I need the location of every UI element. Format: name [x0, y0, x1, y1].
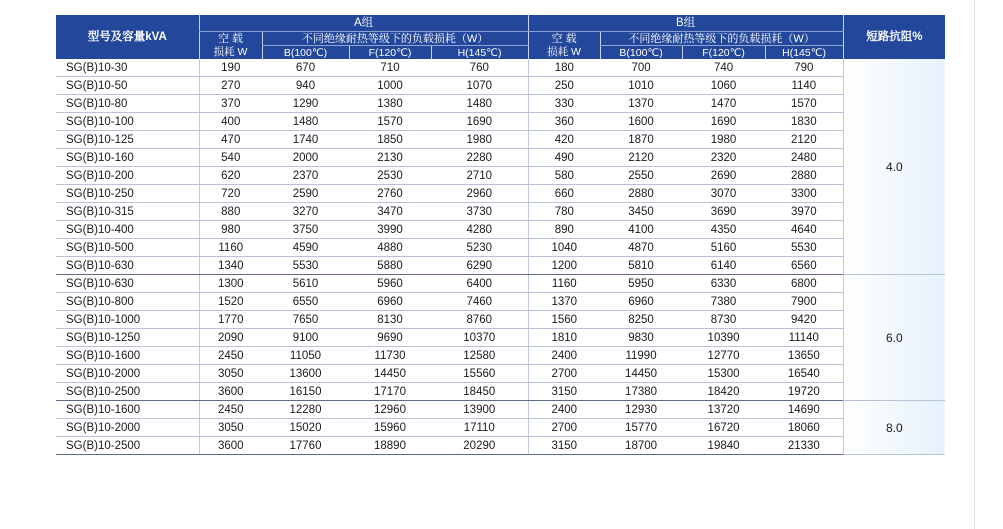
cell-a-f-class: 14450 — [349, 365, 431, 383]
cell-b-no-load: 890 — [528, 221, 600, 239]
table-body — [56, 59, 945, 455]
cell-a-h-class: 1070 — [431, 77, 528, 95]
cell-a-h-class: 4280 — [431, 221, 528, 239]
cell-b-b-class: 12930 — [600, 401, 682, 419]
cell-b-no-load: 3150 — [528, 437, 600, 455]
cell-a-h-class: 18450 — [431, 383, 528, 401]
cell-b-b-class: 2880 — [600, 185, 682, 203]
cell-a-f-class: 4880 — [349, 239, 431, 257]
cell-b-h-class: 9420 — [765, 311, 843, 329]
cell-b-no-load: 1200 — [528, 257, 600, 275]
cell-b-b-class: 1870 — [600, 131, 682, 149]
cell-b-f-class: 3070 — [682, 185, 765, 203]
cell-a-f-class: 2130 — [349, 149, 431, 167]
cell-b-b-class: 1370 — [600, 95, 682, 113]
cell-model: SG(B)10-2500 — [56, 383, 199, 401]
cell-b-no-load: 2700 — [528, 365, 600, 383]
header-b-b-class: B(100℃) — [600, 46, 682, 60]
cell-a-f-class: 17170 — [349, 383, 431, 401]
cell-short-circuit-impedance: 8.0 — [843, 401, 945, 455]
cell-b-f-class: 7380 — [682, 293, 765, 311]
cell-a-b-class: 15020 — [262, 419, 349, 437]
table-row — [56, 437, 945, 455]
cell-a-b-class: 13600 — [262, 365, 349, 383]
cell-a-h-class: 8760 — [431, 311, 528, 329]
cell-a-h-class: 20290 — [431, 437, 528, 455]
cell-b-f-class: 1470 — [682, 95, 765, 113]
table-row — [56, 311, 945, 329]
table-row — [56, 113, 945, 131]
cell-a-h-class: 17110 — [431, 419, 528, 437]
cell-a-no-load: 540 — [199, 149, 262, 167]
cell-a-no-load: 3600 — [199, 437, 262, 455]
cell-model: SG(B)10-1600 — [56, 347, 199, 365]
cell-b-no-load: 490 — [528, 149, 600, 167]
cell-b-h-class: 4640 — [765, 221, 843, 239]
cell-model: SG(B)10-400 — [56, 221, 199, 239]
cell-b-h-class: 18060 — [765, 419, 843, 437]
table-row — [56, 59, 945, 77]
header-a-no-load-2: 损耗 W — [199, 46, 262, 60]
cell-short-circuit-impedance: 6.0 — [843, 275, 945, 401]
table-row — [56, 329, 945, 347]
cell-b-h-class: 790 — [765, 59, 843, 77]
cell-a-f-class: 5880 — [349, 257, 431, 275]
cell-b-b-class: 8250 — [600, 311, 682, 329]
header-model: 型号及容量kVA — [56, 15, 199, 59]
cell-b-h-class: 16540 — [765, 365, 843, 383]
cell-b-f-class: 15300 — [682, 365, 765, 383]
cell-b-f-class: 3690 — [682, 203, 765, 221]
cell-a-no-load: 3600 — [199, 383, 262, 401]
cell-a-f-class: 2760 — [349, 185, 431, 203]
cell-a-h-class: 2280 — [431, 149, 528, 167]
page-edge-divider — [974, 0, 975, 529]
header-a-b-class: B(100℃) — [262, 46, 349, 60]
cell-a-f-class: 8130 — [349, 311, 431, 329]
cell-b-h-class: 2480 — [765, 149, 843, 167]
cell-a-f-class: 1570 — [349, 113, 431, 131]
cell-a-h-class: 13900 — [431, 401, 528, 419]
header-b-no-load-1: 空 载 — [528, 32, 600, 46]
cell-b-h-class: 6560 — [765, 257, 843, 275]
cell-a-f-class: 3470 — [349, 203, 431, 221]
cell-a-h-class: 2960 — [431, 185, 528, 203]
cell-b-no-load: 1040 — [528, 239, 600, 257]
cell-a-h-class: 3730 — [431, 203, 528, 221]
cell-b-f-class: 6330 — [682, 275, 765, 293]
cell-a-b-class: 7650 — [262, 311, 349, 329]
cell-b-no-load: 2700 — [528, 419, 600, 437]
table-row — [56, 419, 945, 437]
cell-a-h-class: 1480 — [431, 95, 528, 113]
cell-a-no-load: 2450 — [199, 347, 262, 365]
table-row — [56, 293, 945, 311]
cell-a-f-class: 1000 — [349, 77, 431, 95]
cell-a-no-load: 1300 — [199, 275, 262, 293]
header-b-no-load-2: 损耗 W — [528, 46, 600, 60]
cell-b-no-load: 250 — [528, 77, 600, 95]
table-row — [56, 149, 945, 167]
cell-b-f-class: 18420 — [682, 383, 765, 401]
cell-b-b-class: 14450 — [600, 365, 682, 383]
table-row — [56, 239, 945, 257]
cell-model: SG(B)10-30 — [56, 59, 199, 77]
cell-model: SG(B)10-80 — [56, 95, 199, 113]
header-a-f-class: F(120℃) — [349, 46, 431, 60]
cell-b-b-class: 700 — [600, 59, 682, 77]
cell-a-b-class: 2000 — [262, 149, 349, 167]
cell-model: SG(B)10-50 — [56, 77, 199, 95]
cell-a-no-load: 980 — [199, 221, 262, 239]
cell-b-b-class: 3450 — [600, 203, 682, 221]
header-short-circuit: 短路抗阻% — [843, 15, 945, 59]
cell-b-f-class: 1060 — [682, 77, 765, 95]
cell-a-f-class: 2530 — [349, 167, 431, 185]
cell-b-no-load: 420 — [528, 131, 600, 149]
transformer-loss-table — [56, 15, 945, 455]
cell-a-no-load: 400 — [199, 113, 262, 131]
cell-a-b-class: 3750 — [262, 221, 349, 239]
cell-b-f-class: 4350 — [682, 221, 765, 239]
cell-a-h-class: 5230 — [431, 239, 528, 257]
transformer-spec-table-container — [56, 15, 945, 455]
cell-short-circuit-impedance: 4.0 — [843, 59, 945, 275]
cell-a-b-class: 16150 — [262, 383, 349, 401]
cell-a-no-load: 1520 — [199, 293, 262, 311]
cell-b-b-class: 15770 — [600, 419, 682, 437]
cell-model: SG(B)10-2500 — [56, 437, 199, 455]
cell-model: SG(B)10-1250 — [56, 329, 199, 347]
table-row — [56, 167, 945, 185]
cell-b-no-load: 3150 — [528, 383, 600, 401]
table-row — [56, 275, 945, 293]
cell-b-h-class: 2120 — [765, 131, 843, 149]
cell-b-no-load: 2400 — [528, 401, 600, 419]
cell-b-no-load: 1810 — [528, 329, 600, 347]
header-b-load-loss: 不同绝缘耐热等级下的负载损耗（W） — [600, 32, 843, 46]
cell-model: SG(B)10-200 — [56, 167, 199, 185]
cell-b-f-class: 1980 — [682, 131, 765, 149]
cell-a-f-class: 1850 — [349, 131, 431, 149]
cell-a-no-load: 2450 — [199, 401, 262, 419]
cell-b-b-class: 1010 — [600, 77, 682, 95]
cell-b-h-class: 1140 — [765, 77, 843, 95]
table-row — [56, 131, 945, 149]
cell-a-no-load: 3050 — [199, 419, 262, 437]
table-row — [56, 221, 945, 239]
header-a-load-loss: 不同绝缘耐热等级下的负载损耗（W） — [262, 32, 528, 46]
header-group-a: A组 — [199, 15, 528, 32]
cell-b-f-class: 2320 — [682, 149, 765, 167]
cell-a-h-class: 12580 — [431, 347, 528, 365]
cell-a-h-class: 6400 — [431, 275, 528, 293]
table-row — [56, 95, 945, 113]
cell-a-no-load: 620 — [199, 167, 262, 185]
cell-a-h-class: 760 — [431, 59, 528, 77]
cell-b-no-load: 660 — [528, 185, 600, 203]
cell-a-no-load: 3050 — [199, 365, 262, 383]
cell-b-f-class: 13720 — [682, 401, 765, 419]
cell-a-b-class: 3270 — [262, 203, 349, 221]
cell-model: SG(B)10-100 — [56, 113, 199, 131]
cell-b-b-class: 18700 — [600, 437, 682, 455]
cell-b-h-class: 6800 — [765, 275, 843, 293]
cell-a-b-class: 5610 — [262, 275, 349, 293]
cell-a-b-class: 670 — [262, 59, 349, 77]
cell-a-no-load: 270 — [199, 77, 262, 95]
cell-a-no-load: 2090 — [199, 329, 262, 347]
cell-b-h-class: 2880 — [765, 167, 843, 185]
cell-a-no-load: 470 — [199, 131, 262, 149]
cell-b-no-load: 2400 — [528, 347, 600, 365]
header-a-no-load-1: 空 载 — [199, 32, 262, 46]
cell-b-h-class: 21330 — [765, 437, 843, 455]
cell-b-f-class: 16720 — [682, 419, 765, 437]
cell-b-no-load: 1160 — [528, 275, 600, 293]
cell-b-h-class: 19720 — [765, 383, 843, 401]
cell-a-b-class: 1480 — [262, 113, 349, 131]
cell-a-no-load: 880 — [199, 203, 262, 221]
table-row — [56, 257, 945, 275]
cell-a-f-class: 1380 — [349, 95, 431, 113]
cell-a-h-class: 1690 — [431, 113, 528, 131]
cell-b-h-class: 1570 — [765, 95, 843, 113]
cell-b-b-class: 17380 — [600, 383, 682, 401]
cell-b-h-class: 1830 — [765, 113, 843, 131]
table-row — [56, 203, 945, 221]
cell-a-f-class: 11730 — [349, 347, 431, 365]
cell-b-no-load: 330 — [528, 95, 600, 113]
cell-b-no-load: 180 — [528, 59, 600, 77]
table-row — [56, 185, 945, 203]
cell-b-h-class: 7900 — [765, 293, 843, 311]
cell-b-b-class: 5950 — [600, 275, 682, 293]
cell-a-b-class: 9100 — [262, 329, 349, 347]
cell-b-h-class: 13650 — [765, 347, 843, 365]
cell-b-b-class: 2120 — [600, 149, 682, 167]
cell-a-h-class: 15560 — [431, 365, 528, 383]
cell-model: SG(B)10-125 — [56, 131, 199, 149]
cell-b-b-class: 5810 — [600, 257, 682, 275]
cell-a-no-load: 190 — [199, 59, 262, 77]
table-row — [56, 347, 945, 365]
cell-a-b-class: 1290 — [262, 95, 349, 113]
cell-b-f-class: 8730 — [682, 311, 765, 329]
cell-a-f-class: 6960 — [349, 293, 431, 311]
cell-b-no-load: 1560 — [528, 311, 600, 329]
cell-a-h-class: 2710 — [431, 167, 528, 185]
cell-model: SG(B)10-630 — [56, 275, 199, 293]
cell-b-h-class: 3970 — [765, 203, 843, 221]
cell-b-no-load: 360 — [528, 113, 600, 131]
cell-a-b-class: 2590 — [262, 185, 349, 203]
cell-a-b-class: 5530 — [262, 257, 349, 275]
cell-b-h-class: 11140 — [765, 329, 843, 347]
cell-a-no-load: 1340 — [199, 257, 262, 275]
cell-a-b-class: 17760 — [262, 437, 349, 455]
cell-model: SG(B)10-1000 — [56, 311, 199, 329]
cell-a-b-class: 11050 — [262, 347, 349, 365]
cell-a-f-class: 18890 — [349, 437, 431, 455]
table-row — [56, 401, 945, 419]
cell-b-h-class: 14690 — [765, 401, 843, 419]
cell-model: SG(B)10-315 — [56, 203, 199, 221]
cell-b-b-class: 6960 — [600, 293, 682, 311]
cell-a-b-class: 4590 — [262, 239, 349, 257]
table-row — [56, 383, 945, 401]
cell-model: SG(B)10-500 — [56, 239, 199, 257]
cell-a-h-class: 6290 — [431, 257, 528, 275]
cell-b-b-class: 2550 — [600, 167, 682, 185]
cell-a-h-class: 7460 — [431, 293, 528, 311]
cell-b-f-class: 2690 — [682, 167, 765, 185]
cell-model: SG(B)10-1600 — [56, 401, 199, 419]
table-row — [56, 77, 945, 95]
cell-a-no-load: 1770 — [199, 311, 262, 329]
cell-a-b-class: 940 — [262, 77, 349, 95]
table-header — [56, 15, 945, 59]
cell-b-no-load: 1370 — [528, 293, 600, 311]
header-group-b: B组 — [528, 15, 843, 32]
cell-a-no-load: 1160 — [199, 239, 262, 257]
header-a-h-class: H(145℃) — [431, 46, 528, 60]
cell-a-f-class: 12960 — [349, 401, 431, 419]
cell-a-h-class: 10370 — [431, 329, 528, 347]
cell-a-b-class: 1740 — [262, 131, 349, 149]
cell-model: SG(B)10-630 — [56, 257, 199, 275]
cell-model: SG(B)10-2000 — [56, 419, 199, 437]
cell-a-f-class: 3990 — [349, 221, 431, 239]
cell-b-f-class: 5160 — [682, 239, 765, 257]
cell-a-f-class: 710 — [349, 59, 431, 77]
cell-b-b-class: 1600 — [600, 113, 682, 131]
cell-a-b-class: 2370 — [262, 167, 349, 185]
cell-b-no-load: 780 — [528, 203, 600, 221]
cell-model: SG(B)10-2000 — [56, 365, 199, 383]
cell-b-f-class: 1690 — [682, 113, 765, 131]
cell-model: SG(B)10-160 — [56, 149, 199, 167]
cell-b-f-class: 6140 — [682, 257, 765, 275]
cell-b-b-class: 4100 — [600, 221, 682, 239]
cell-b-b-class: 4870 — [600, 239, 682, 257]
cell-a-f-class: 9690 — [349, 329, 431, 347]
cell-b-h-class: 5530 — [765, 239, 843, 257]
cell-model: SG(B)10-800 — [56, 293, 199, 311]
header-b-f-class: F(120℃) — [682, 46, 765, 60]
cell-b-f-class: 740 — [682, 59, 765, 77]
cell-a-b-class: 12280 — [262, 401, 349, 419]
cell-b-f-class: 19840 — [682, 437, 765, 455]
cell-a-f-class: 5960 — [349, 275, 431, 293]
cell-b-b-class: 11990 — [600, 347, 682, 365]
cell-a-f-class: 15960 — [349, 419, 431, 437]
cell-b-no-load: 580 — [528, 167, 600, 185]
cell-a-no-load: 720 — [199, 185, 262, 203]
cell-b-h-class: 3300 — [765, 185, 843, 203]
table-row — [56, 365, 945, 383]
cell-model: SG(B)10-250 — [56, 185, 199, 203]
cell-b-b-class: 9830 — [600, 329, 682, 347]
cell-a-h-class: 1980 — [431, 131, 528, 149]
cell-b-f-class: 12770 — [682, 347, 765, 365]
cell-a-b-class: 6550 — [262, 293, 349, 311]
cell-a-no-load: 370 — [199, 95, 262, 113]
cell-b-f-class: 10390 — [682, 329, 765, 347]
header-b-h-class: H(145℃) — [765, 46, 843, 60]
